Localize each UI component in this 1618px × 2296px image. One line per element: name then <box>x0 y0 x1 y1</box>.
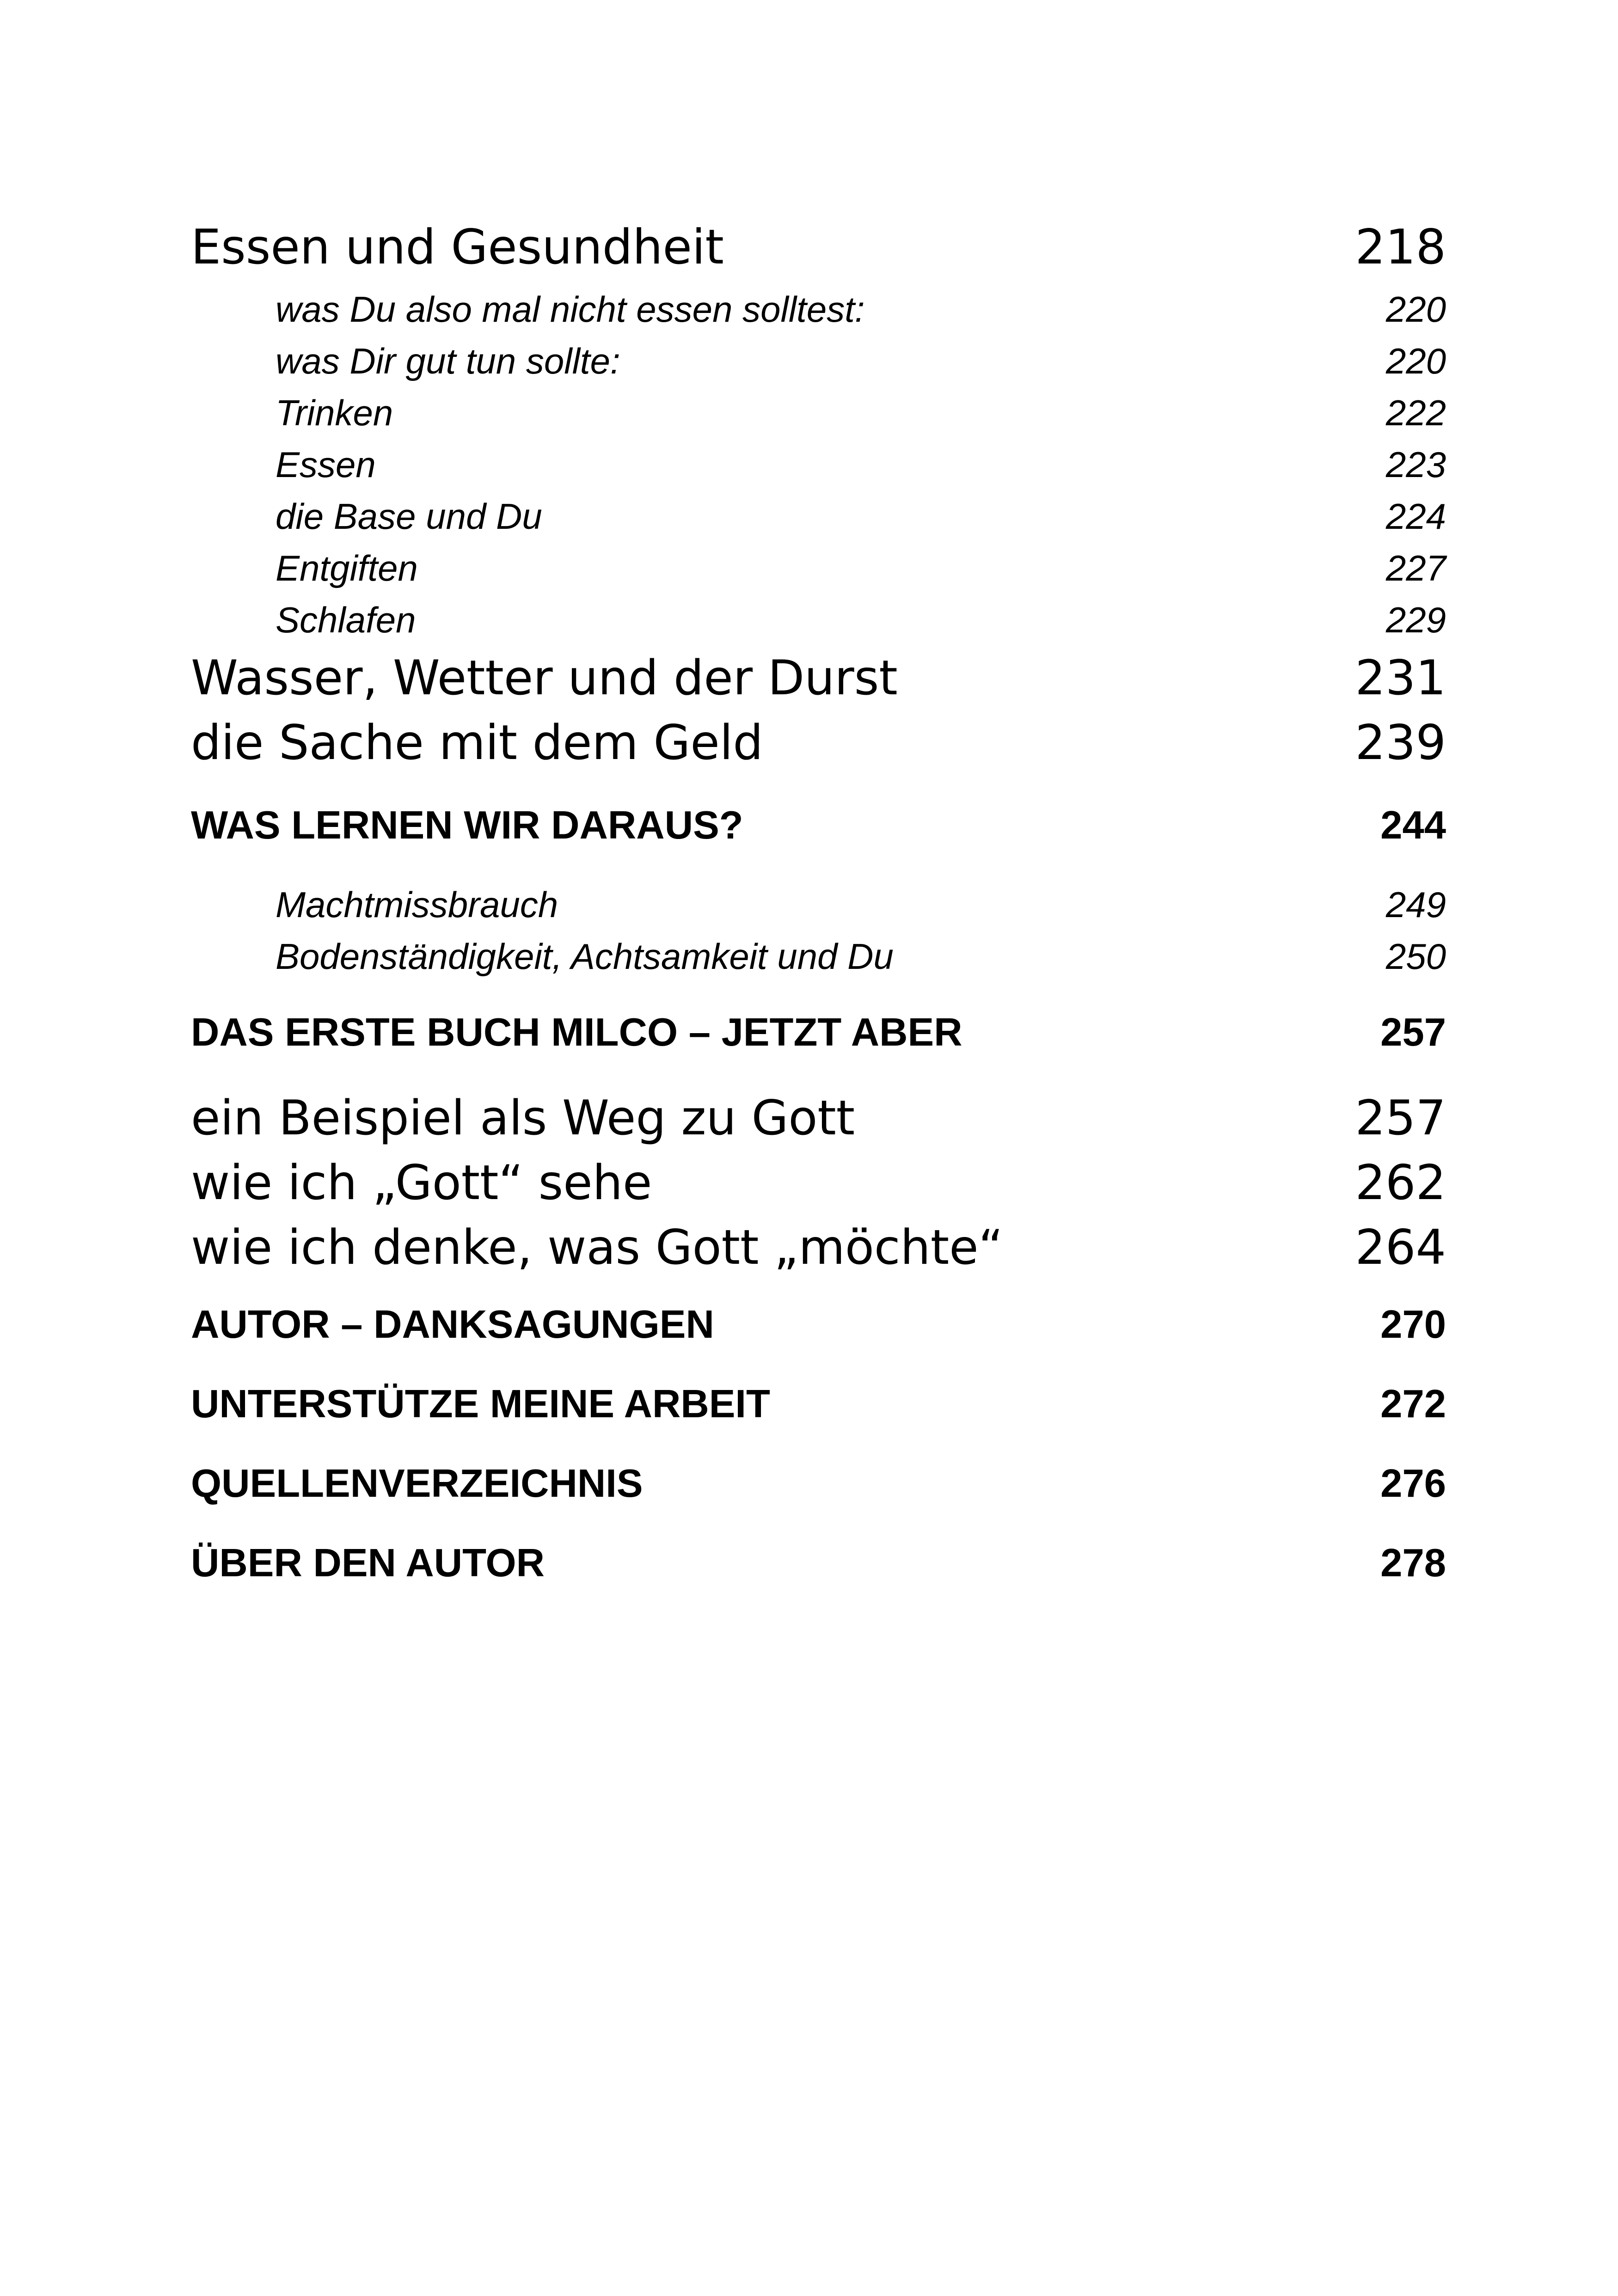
toc-heading-page: 278 <box>1380 1541 1446 1585</box>
toc-subentry-title: Schlafen <box>276 600 416 640</box>
toc-subentry <box>191 335 1446 387</box>
toc-subentry <box>191 879 1446 931</box>
toc-heading <box>191 1449 1446 1518</box>
toc-subentry <box>191 542 1446 594</box>
toc-entry <box>191 710 1446 775</box>
toc-subentry-page: 220 <box>1385 289 1446 330</box>
toc-heading <box>191 1529 1446 1598</box>
toc-subentry-title: Machtmissbrauch <box>276 884 558 925</box>
toc-heading <box>191 998 1446 1067</box>
toc-subentry <box>191 387 1446 439</box>
toc-heading-title: DAS ERSTE BUCH MILCO – JETZT ABER <box>191 1010 962 1054</box>
toc-subentry-title: Entgiften <box>276 548 418 588</box>
toc-subentry <box>191 439 1446 490</box>
toc-entry-page: 262 <box>1355 1155 1446 1211</box>
toc-heading <box>191 1370 1446 1439</box>
toc-entry-title: wie ich „Gott“ sehe <box>191 1155 652 1211</box>
toc-heading-title: UNTERSTÜTZE MEINE ARBEIT <box>191 1382 770 1426</box>
toc-heading-page: 270 <box>1380 1303 1446 1347</box>
toc-subentry-page: 250 <box>1385 936 1446 977</box>
toc-entry-title: ein Beispiel als Weg zu Gott <box>191 1090 855 1146</box>
toc-subentry-page: 224 <box>1385 496 1446 537</box>
toc-heading-page: 276 <box>1380 1462 1446 1506</box>
toc-entry-page: 231 <box>1355 650 1446 706</box>
toc-entry <box>191 215 1446 280</box>
toc-subentry <box>191 490 1446 542</box>
toc-entry <box>191 646 1446 710</box>
toc-entry-title: Essen und Gesundheit <box>191 220 724 275</box>
toc-entry-title: die Sache mit dem Geld <box>191 715 763 771</box>
toc-heading <box>191 1290 1446 1359</box>
toc-subentry <box>191 931 1446 982</box>
toc-subentry-page: 229 <box>1385 600 1446 640</box>
toc-subentry-title: Bodenständigkeit, Achtsamkeit und Du <box>276 936 894 977</box>
toc-heading-title: ÜBER DEN AUTOR <box>191 1541 545 1585</box>
toc-subentry-title: Trinken <box>276 392 393 433</box>
table-of-contents <box>191 215 1446 1598</box>
toc-heading <box>191 791 1446 860</box>
toc-heading-title: WAS LERNEN WIR DARAUS? <box>191 803 743 847</box>
toc-subentry-page: 227 <box>1385 548 1446 588</box>
toc-heading-page: 244 <box>1380 803 1446 847</box>
toc-subentry-page: 223 <box>1385 444 1446 485</box>
toc-subentry-title: was Dir gut tun sollte: <box>276 341 620 381</box>
toc-entry-title: wie ich denke, was Gott „möchte“ <box>191 1220 1003 1275</box>
toc-entry-page: 257 <box>1355 1090 1446 1146</box>
toc-entry <box>191 1215 1446 1280</box>
toc-subentry-page: 249 <box>1385 884 1446 925</box>
toc-subentry-title: die Base und Du <box>276 496 542 537</box>
toc-heading-title: AUTOR – DANKSAGUNGEN <box>191 1303 714 1347</box>
toc-entry <box>191 1151 1446 1215</box>
toc-heading-page: 257 <box>1380 1010 1446 1054</box>
toc-subentry-title: was Du also mal nicht essen solltest: <box>276 289 865 330</box>
toc-subentry <box>191 594 1446 646</box>
toc-subentry-title: Essen <box>276 444 376 485</box>
toc-entry-page: 218 <box>1355 220 1446 275</box>
toc-entry-page: 264 <box>1355 1220 1446 1275</box>
toc-heading-title: QUELLENVERZEICHNIS <box>191 1462 643 1506</box>
toc-entry <box>191 1086 1446 1151</box>
toc-subentry-page: 220 <box>1385 341 1446 381</box>
toc-heading-page: 272 <box>1380 1382 1446 1426</box>
toc-entry-page: 239 <box>1355 715 1446 771</box>
toc-entry-title: Wasser, Wetter und der Durst <box>191 650 898 706</box>
toc-subentry <box>191 283 1446 335</box>
toc-subentry-page: 222 <box>1385 392 1446 433</box>
